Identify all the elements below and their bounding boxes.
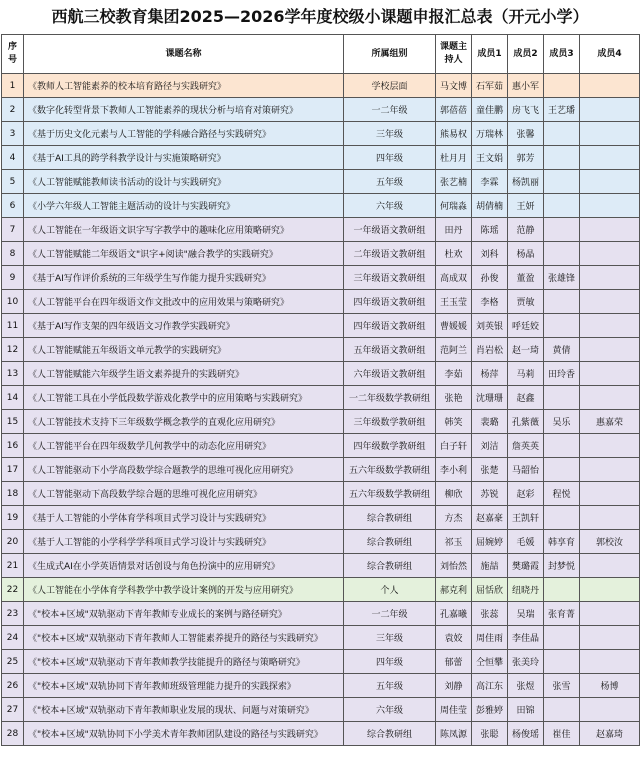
cell-member2: 马韶怡 xyxy=(508,458,544,482)
cell-member1: 刘英银 xyxy=(472,314,508,338)
header-topic: 课题名称 xyxy=(24,35,344,74)
cell-topic: 《人工智能赋能二年级语文"识字+阅读"融合教学的实践研究》 xyxy=(24,242,344,266)
cell-topic: 《基于AI写作支架的四年级语文习作教学实践研究》 xyxy=(24,314,344,338)
table-row xyxy=(2,122,640,146)
table-row xyxy=(2,482,640,506)
cell-member2: 杨凯丽 xyxy=(508,170,544,194)
cell-member1: 童佳鹏 xyxy=(472,98,508,122)
cell-member4 xyxy=(580,626,640,650)
cell-member2: 范静 xyxy=(508,218,544,242)
cell-member1: 王文娟 xyxy=(472,146,508,170)
table-row xyxy=(2,578,640,602)
table-row xyxy=(2,458,640,482)
cell-member3: 吴乐 xyxy=(544,410,580,434)
cell-member1: 屈婉婷 xyxy=(472,530,508,554)
header-group: 所属组别 xyxy=(344,35,436,74)
table-row xyxy=(2,434,640,458)
cell-group: 六年级 xyxy=(344,698,436,722)
cell-group: 一二年级数学教研组 xyxy=(344,386,436,410)
cell-index: 14 xyxy=(2,386,24,410)
cell-member1: 杨萍 xyxy=(472,362,508,386)
table-row xyxy=(2,530,640,554)
cell-member4 xyxy=(580,74,640,98)
cell-member2: 纽晓丹 xyxy=(508,578,544,602)
cell-index: 17 xyxy=(2,458,24,482)
cell-topic: 《人工智能平台在四年级数学几何教学中的动态化应用研究》 xyxy=(24,434,344,458)
cell-member1: 胡倩楠 xyxy=(472,194,508,218)
header-member4: 成员4 xyxy=(580,35,640,74)
table-row xyxy=(2,362,640,386)
table-row xyxy=(2,554,640,578)
cell-member1: 仝恒攀 xyxy=(472,650,508,674)
cell-group: 二年级语文教研组 xyxy=(344,242,436,266)
cell-host: 李小利 xyxy=(436,458,472,482)
cell-member2: 惠小军 xyxy=(508,74,544,98)
cell-host: 陈凤源 xyxy=(436,722,472,746)
cell-member1: 彭雅婷 xyxy=(472,698,508,722)
cell-group: 个人 xyxy=(344,578,436,602)
cell-group: 三年级数学教研组 xyxy=(344,410,436,434)
table-row xyxy=(2,698,640,722)
page-title: 西航三校教育集团2025—2026学年度校级小课题申报汇总表（开元小学） xyxy=(51,7,589,26)
cell-group: 一年级语文教研组 xyxy=(344,218,436,242)
cell-group: 四年级语文教研组 xyxy=(344,290,436,314)
cell-host: 柳欣 xyxy=(436,482,472,506)
cell-group: 四年级 xyxy=(344,146,436,170)
cell-member4 xyxy=(580,578,640,602)
cell-topic: 《人工智能赋能六年级学生语文素养提升的实践研究》 xyxy=(24,362,344,386)
cell-index: 21 xyxy=(2,554,24,578)
cell-topic: 《小学六年级人工智能主题活动的设计与实践研究》 xyxy=(24,194,344,218)
cell-member2: 李佳晶 xyxy=(508,626,544,650)
cell-member4 xyxy=(580,338,640,362)
cell-group: 五六年级数学教研组 xyxy=(344,458,436,482)
table-row xyxy=(2,626,640,650)
cell-topic: 《人工智能技术支持下三年级数学概念教学的直观化应用研究》 xyxy=(24,410,344,434)
cell-group: 学校层面 xyxy=(344,74,436,98)
cell-member3 xyxy=(544,626,580,650)
cell-index: 5 xyxy=(2,170,24,194)
cell-member2: 张馨 xyxy=(508,122,544,146)
cell-member1: 苏锐 xyxy=(472,482,508,506)
cell-member4: 郭校汝 xyxy=(580,530,640,554)
cell-host: 刘怡然 xyxy=(436,554,472,578)
cell-index: 7 xyxy=(2,218,24,242)
table-row xyxy=(2,242,640,266)
cell-member1: 万瑞林 xyxy=(472,122,508,146)
cell-index: 12 xyxy=(2,338,24,362)
cell-member1: 周佳雨 xyxy=(472,626,508,650)
cell-host: 韩笑 xyxy=(436,410,472,434)
cell-index: 10 xyxy=(2,290,24,314)
table-row xyxy=(2,290,640,314)
cell-topic: 《人工智能赋能教师读书活动的设计与实践研究》 xyxy=(24,170,344,194)
cell-index: 13 xyxy=(2,362,24,386)
cell-member1: 裴璐 xyxy=(472,410,508,434)
cell-member3: 封梦悦 xyxy=(544,554,580,578)
cell-index: 1 xyxy=(2,74,24,98)
table-row xyxy=(2,650,640,674)
cell-topic: 《数字化转型背景下教师人工智能素养的现状分析与培育对策研究》 xyxy=(24,98,344,122)
cell-member4 xyxy=(580,386,640,410)
cell-host: 方杰 xyxy=(436,506,472,530)
cell-member3 xyxy=(544,650,580,674)
cell-member3 xyxy=(544,698,580,722)
cell-index: 18 xyxy=(2,482,24,506)
cell-member3 xyxy=(544,194,580,218)
cell-host: 马文博 xyxy=(436,74,472,98)
cell-index: 20 xyxy=(2,530,24,554)
cell-member3: 张育菁 xyxy=(544,602,580,626)
cell-host: 曹媛媛 xyxy=(436,314,472,338)
cell-host: 祁玉 xyxy=(436,530,472,554)
cell-host: 郭蓓蓓 xyxy=(436,98,472,122)
cell-topic: 《人工智能驱动下小学高段数学综合题教学的思维可视化应用研究》 xyxy=(24,458,344,482)
cell-group: 综合教研组 xyxy=(344,530,436,554)
cell-member3 xyxy=(544,170,580,194)
cell-member2: 詹英英 xyxy=(508,434,544,458)
cell-group: 四年级语文教研组 xyxy=(344,314,436,338)
cell-member2: 孔紫薇 xyxy=(508,410,544,434)
cell-topic: 《"校本+区域"双轨驱动下青年教师人工智能素养提升的路径与实践研究》 xyxy=(24,626,344,650)
table-row xyxy=(2,722,640,746)
cell-topic: 《人工智能赋能五年级语文单元教学的实践研究》 xyxy=(24,338,344,362)
cell-member2: 毛媛 xyxy=(508,530,544,554)
cell-member2: 张美玲 xyxy=(508,650,544,674)
cell-index: 22 xyxy=(2,578,24,602)
cell-member3: 崔佳 xyxy=(544,722,580,746)
cell-index: 2 xyxy=(2,98,24,122)
cell-index: 6 xyxy=(2,194,24,218)
table-row xyxy=(2,266,640,290)
cell-member4 xyxy=(580,194,640,218)
cell-member3: 程悦 xyxy=(544,482,580,506)
cell-index: 27 xyxy=(2,698,24,722)
cell-member4: 赵嘉琦 xyxy=(580,722,640,746)
cell-member2: 房飞飞 xyxy=(508,98,544,122)
header-member2: 成员2 xyxy=(508,35,544,74)
cell-member1: 陈瑶 xyxy=(472,218,508,242)
cell-member4: 杨博 xyxy=(580,674,640,698)
header-member1: 成员1 xyxy=(472,35,508,74)
cell-topic: 《基于人工智能的小学体育学科项目式学习设计与实践研究》 xyxy=(24,506,344,530)
cell-topic: 《人工智能工具在小学低段数学游戏化教学中的应用策略与实践研究》 xyxy=(24,386,344,410)
cell-member4 xyxy=(580,218,640,242)
cell-member2: 马莉 xyxy=(508,362,544,386)
cell-index: 4 xyxy=(2,146,24,170)
cell-member2: 赵鑫 xyxy=(508,386,544,410)
cell-member3 xyxy=(544,146,580,170)
cell-group: 三年级 xyxy=(344,626,436,650)
cell-member2: 赵一琦 xyxy=(508,338,544,362)
table-row xyxy=(2,386,640,410)
cell-topic: 《人工智能在小学体育学科教学中教学设计案例的开发与应用研究》 xyxy=(24,578,344,602)
cell-member1: 肖岩松 xyxy=(472,338,508,362)
cell-host: 白子轩 xyxy=(436,434,472,458)
cell-host: 周佳莹 xyxy=(436,698,472,722)
topic-summary-table xyxy=(1,34,640,746)
cell-topic: 《"校本+区域"双轨驱动下青年教师专业成长的案例与路径研究》 xyxy=(24,602,344,626)
cell-member2: 王凯轩 xyxy=(508,506,544,530)
cell-member4 xyxy=(580,554,640,578)
cell-group: 四年级 xyxy=(344,650,436,674)
cell-member4 xyxy=(580,458,640,482)
cell-member1: 孙俊 xyxy=(472,266,508,290)
header-index: 序号 xyxy=(2,35,24,74)
cell-member3: 韩享育 xyxy=(544,530,580,554)
table-body xyxy=(2,74,640,746)
cell-group: 三年级 xyxy=(344,122,436,146)
header-host: 课题主持人 xyxy=(436,35,472,74)
cell-group: 五年级 xyxy=(344,170,436,194)
cell-index: 15 xyxy=(2,410,24,434)
cell-member1: 石军茹 xyxy=(472,74,508,98)
cell-topic: 《生成式AI在小学英语情景对话创设与角色扮演中的应用研究》 xyxy=(24,554,344,578)
cell-index: 24 xyxy=(2,626,24,650)
cell-member2: 杨俊瑶 xyxy=(508,722,544,746)
table-row xyxy=(2,146,640,170)
cell-host: 熊易权 xyxy=(436,122,472,146)
cell-group: 综合教研组 xyxy=(344,506,436,530)
cell-member4 xyxy=(580,266,640,290)
cell-topic: 《"校本+区域"双轨协同下小学美术青年教师团队建设的路径与实践研究》 xyxy=(24,722,344,746)
cell-member3: 田玲香 xyxy=(544,362,580,386)
cell-index: 11 xyxy=(2,314,24,338)
cell-group: 六年级 xyxy=(344,194,436,218)
cell-topic: 《基于人工智能的小学科学学科项目式学习设计与实践研究》 xyxy=(24,530,344,554)
cell-group: 三年级语文教研组 xyxy=(344,266,436,290)
cell-member2: 董盈 xyxy=(508,266,544,290)
cell-group: 五六年级数学教研组 xyxy=(344,482,436,506)
cell-host: 李茹 xyxy=(436,362,472,386)
cell-group: 五年级语文教研组 xyxy=(344,338,436,362)
cell-host: 何瑞淼 xyxy=(436,194,472,218)
cell-group: 四年级数学教研组 xyxy=(344,434,436,458)
cell-member2: 杨晶 xyxy=(508,242,544,266)
cell-host: 杜月月 xyxy=(436,146,472,170)
cell-member3: 黄倩 xyxy=(544,338,580,362)
cell-host: 郁蕾 xyxy=(436,650,472,674)
cell-host: 刘静 xyxy=(436,674,472,698)
cell-member2: 郭芳 xyxy=(508,146,544,170)
cell-topic: 《教师人工智能素养的校本培育路径与实践研究》 xyxy=(24,74,344,98)
table-row xyxy=(2,170,640,194)
cell-member1: 施喆 xyxy=(472,554,508,578)
cell-group: 综合教研组 xyxy=(344,722,436,746)
cell-group: 五年级 xyxy=(344,674,436,698)
cell-member1: 高江东 xyxy=(472,674,508,698)
cell-host: 郝克利 xyxy=(436,578,472,602)
cell-topic: 《基于历史文化元素与人工智能的学科融合路径与实践研究》 xyxy=(24,122,344,146)
cell-member4 xyxy=(580,170,640,194)
cell-member3 xyxy=(544,122,580,146)
cell-index: 16 xyxy=(2,434,24,458)
cell-index: 28 xyxy=(2,722,24,746)
cell-member1: 沈珊珊 xyxy=(472,386,508,410)
cell-topic: 《"校本+区域"双轨协同下青年教师班级管理能力提升的实践探索》 xyxy=(24,674,344,698)
cell-host: 田丹 xyxy=(436,218,472,242)
table-row xyxy=(2,506,640,530)
cell-member2: 赵彩 xyxy=(508,482,544,506)
cell-member1: 赵嘉豪 xyxy=(472,506,508,530)
cell-member3 xyxy=(544,386,580,410)
cell-member1: 张楚 xyxy=(472,458,508,482)
table-row xyxy=(2,338,640,362)
cell-topic: 《基于AI写作评价系统的三年级学生写作能力提升实践研究》 xyxy=(24,266,344,290)
cell-topic: 《基于AI工具的跨学科教学设计与实施策略研究》 xyxy=(24,146,344,170)
cell-topic: 《人工智能平台在四年级语文作文批改中的应用效果与策略研究》 xyxy=(24,290,344,314)
cell-index: 25 xyxy=(2,650,24,674)
cell-member2: 樊璐霞 xyxy=(508,554,544,578)
cell-member4 xyxy=(580,482,640,506)
cell-member4 xyxy=(580,602,640,626)
cell-topic: 《"校本+区域"双轨驱动下青年教师职业发展的现状、问题与对策研究》 xyxy=(24,698,344,722)
cell-member3: 王艺璠 xyxy=(544,98,580,122)
cell-group: 一二年级 xyxy=(344,602,436,626)
table-row xyxy=(2,98,640,122)
table-row xyxy=(2,314,640,338)
table-row xyxy=(2,410,640,434)
header-member3: 成员3 xyxy=(544,35,580,74)
cell-host: 王玉莹 xyxy=(436,290,472,314)
cell-index: 19 xyxy=(2,506,24,530)
cell-host: 杜欢 xyxy=(436,242,472,266)
cell-member2: 田锦 xyxy=(508,698,544,722)
cell-member4 xyxy=(580,290,640,314)
cell-index: 9 xyxy=(2,266,24,290)
cell-index: 8 xyxy=(2,242,24,266)
cell-member1: 刘科 xyxy=(472,242,508,266)
cell-member1: 张聪 xyxy=(472,722,508,746)
cell-member4 xyxy=(580,434,640,458)
cell-member4: 惠嘉荣 xyxy=(580,410,640,434)
cell-member4 xyxy=(580,506,640,530)
cell-index: 23 xyxy=(2,602,24,626)
cell-host: 高成双 xyxy=(436,266,472,290)
cell-member3 xyxy=(544,290,580,314)
cell-member3 xyxy=(544,506,580,530)
cell-topic: 《"校本+区域"双轨驱动下青年教师教学技能提升的路径与策略研究》 xyxy=(24,650,344,674)
cell-group: 六年级语文教研组 xyxy=(344,362,436,386)
cell-index: 3 xyxy=(2,122,24,146)
cell-member3 xyxy=(544,218,580,242)
cell-group: 一二年级 xyxy=(344,98,436,122)
cell-member2: 吴瑞 xyxy=(508,602,544,626)
cell-member2: 张煜 xyxy=(508,674,544,698)
cell-member4 xyxy=(580,146,640,170)
cell-member4 xyxy=(580,122,640,146)
cell-member4 xyxy=(580,698,640,722)
cell-host: 张艺楠 xyxy=(436,170,472,194)
cell-host: 孔嘉曦 xyxy=(436,602,472,626)
cell-member3: 张雪 xyxy=(544,674,580,698)
cell-topic: 《人工智能在一年级语文识字写字教学中的趣味化应用策略研究》 xyxy=(24,218,344,242)
cell-member3 xyxy=(544,74,580,98)
table-row xyxy=(2,602,640,626)
cell-member1: 屈恬欣 xyxy=(472,578,508,602)
table-row xyxy=(2,674,640,698)
cell-group: 综合教研组 xyxy=(344,554,436,578)
cell-member1: 刘洁 xyxy=(472,434,508,458)
cell-host: 范阿兰 xyxy=(436,338,472,362)
table-row xyxy=(2,74,640,98)
cell-member4 xyxy=(580,98,640,122)
table-row xyxy=(2,218,640,242)
cell-member3 xyxy=(544,242,580,266)
cell-index: 26 xyxy=(2,674,24,698)
cell-topic: 《人工智能驱动下高段数学综合题的思维可视化应用研究》 xyxy=(24,482,344,506)
cell-member4 xyxy=(580,314,640,338)
cell-member1: 张蕊 xyxy=(472,602,508,626)
cell-member1: 李霖 xyxy=(472,170,508,194)
cell-host: 袁姣 xyxy=(436,626,472,650)
cell-member3 xyxy=(544,434,580,458)
table-row xyxy=(2,194,640,218)
cell-host: 张艳 xyxy=(436,386,472,410)
cell-member4 xyxy=(580,362,640,386)
cell-member4 xyxy=(580,650,640,674)
cell-member2: 贾敏 xyxy=(508,290,544,314)
cell-member3: 张雄锋 xyxy=(544,266,580,290)
cell-member4 xyxy=(580,242,640,266)
cell-member3 xyxy=(544,578,580,602)
cell-member2: 呼廷姣 xyxy=(508,314,544,338)
table-header-row xyxy=(2,35,640,74)
cell-member1: 李格 xyxy=(472,290,508,314)
cell-member3 xyxy=(544,314,580,338)
cell-member3 xyxy=(544,458,580,482)
cell-member2: 王妍 xyxy=(508,194,544,218)
